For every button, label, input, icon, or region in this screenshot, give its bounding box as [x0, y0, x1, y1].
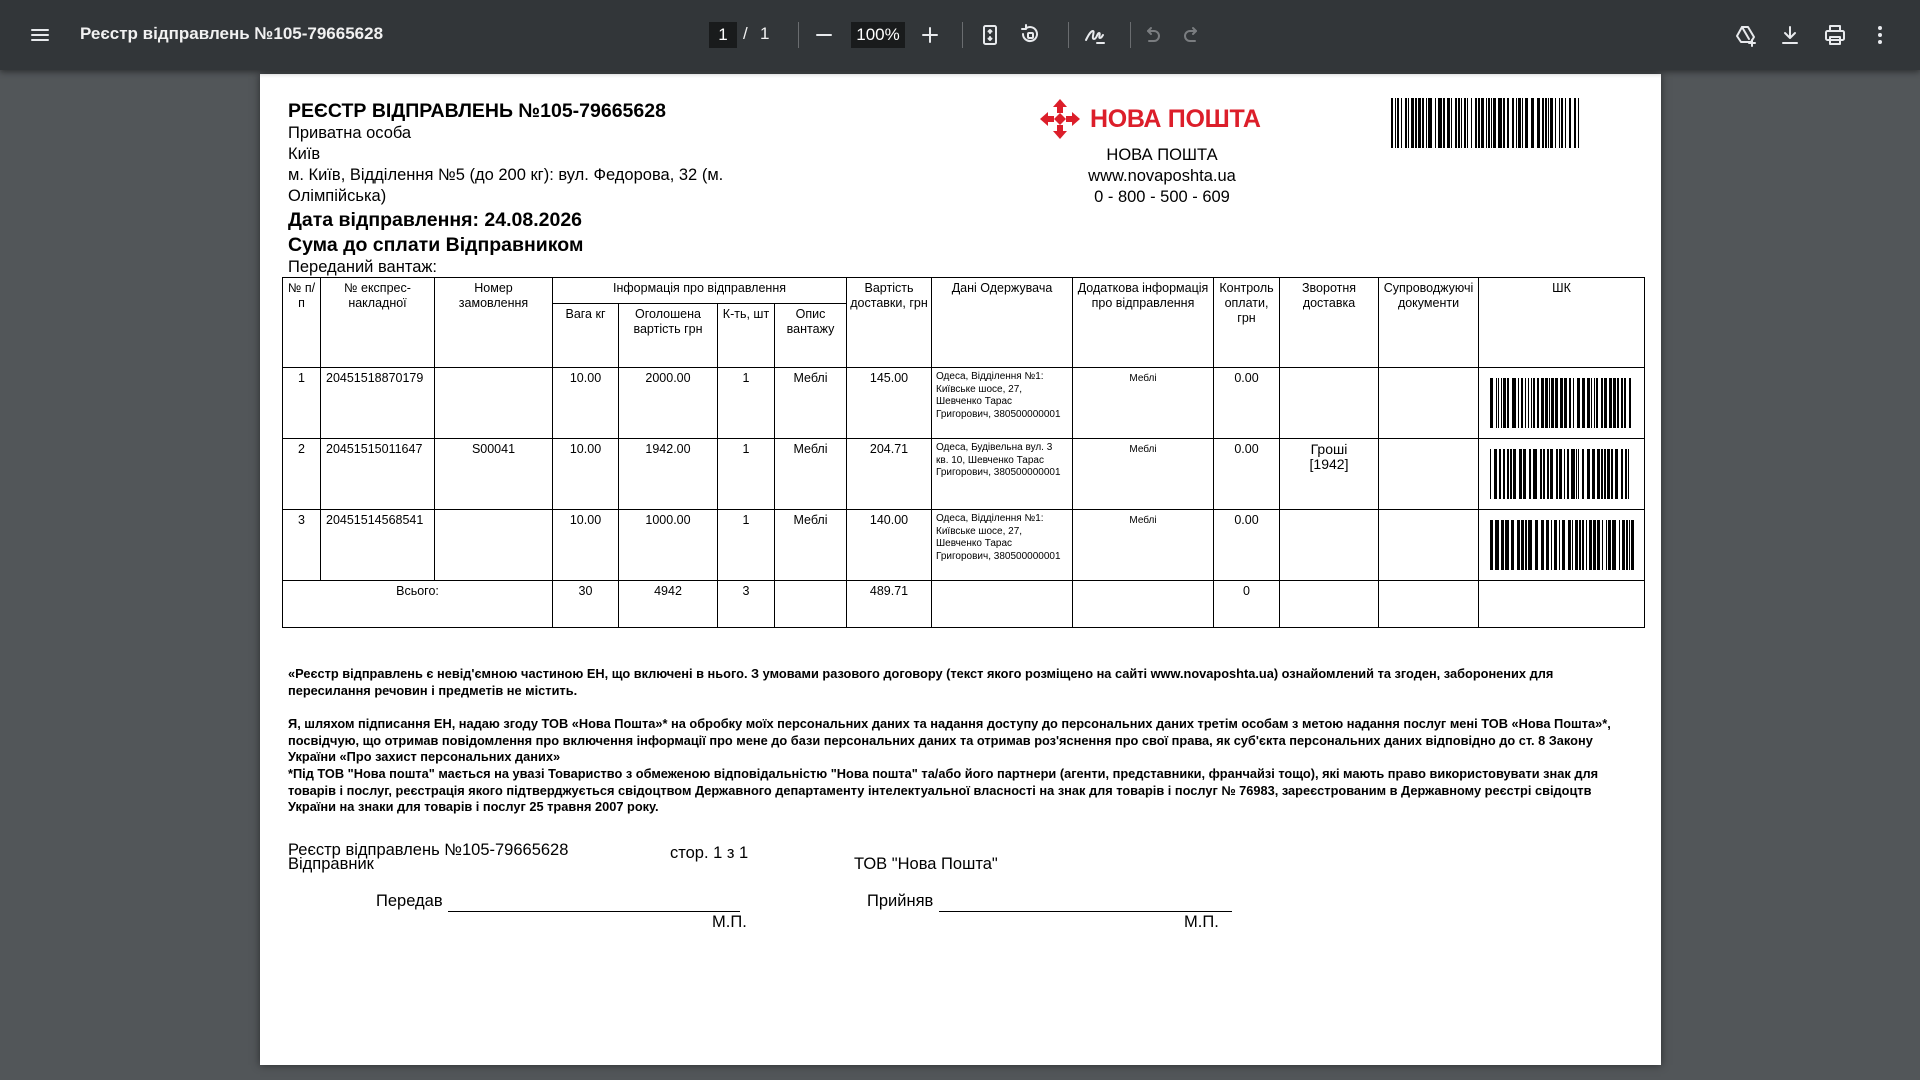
cell-num: 2 — [283, 439, 321, 510]
footer-register: Реєстр відправлень №105-79665628 — [288, 841, 569, 859]
nova-poshta-logo-icon — [1038, 97, 1082, 141]
header-docs: Супроводжуючі документи — [1379, 278, 1479, 368]
brand-site: www.novaposhta.ua — [1088, 167, 1236, 185]
rotate-button[interactable] — [1010, 15, 1050, 55]
redo-icon — [1180, 23, 1204, 47]
print-button[interactable] — [1815, 15, 1855, 55]
cell-recipient — [932, 368, 1073, 439]
cell-order: S00041 — [435, 439, 553, 510]
more-vert-icon — [1868, 23, 1892, 47]
sender-city: Київ — [288, 145, 321, 163]
minus-icon — [812, 23, 836, 47]
cell-control: 0.00 — [1214, 368, 1280, 439]
payer-line: Сума до сплати Відправником — [288, 234, 584, 256]
return-line: [1942] — [1309, 456, 1349, 472]
cell-barcode — [1479, 510, 1645, 581]
cell-ttn: 20451518870179 — [321, 368, 435, 439]
cell-return — [1280, 368, 1379, 439]
total-declared: 4942 — [619, 581, 718, 628]
recipient-line: Григорович, 380500000001 — [936, 550, 1061, 562]
cell-recipient — [932, 439, 1073, 510]
cell-barcode — [1479, 439, 1645, 510]
legal-paragraph-1: «Реєстр відправлень є невід'ємною частиною ЕН, що включені в нього. З умовами разового договору (текст якого розміщено на сайті www.novaposhta.ua) ознайомлений та згоден, заборонених для пересилання речовин і предметів не містить. — [288, 666, 1554, 698]
header-qty: К-ть, шт — [718, 304, 775, 368]
table-row — [283, 510, 1645, 581]
cell-cost: 204.71 — [847, 439, 932, 510]
zoom-out-button[interactable] — [804, 15, 844, 55]
page-number-input[interactable] — [709, 22, 737, 48]
cell-weight: 10.00 — [553, 510, 619, 581]
handed-label: Передав — [376, 892, 443, 910]
zoom-in-button[interactable] — [910, 15, 950, 55]
header-cost: Вартість доставки, грн — [847, 278, 932, 368]
brand-name: НОВА ПОШТА — [1106, 146, 1218, 164]
download-icon — [1778, 23, 1802, 47]
total-weight: 30 — [553, 581, 619, 628]
recipient-line: Шевченко Тарас — [936, 396, 1013, 407]
document-title: Реєстр відправлень №105-79665628 — [80, 24, 384, 43]
header-num: № п/п — [283, 278, 321, 368]
fit-page-button[interactable] — [970, 15, 1010, 55]
cell-qty: 1 — [718, 510, 775, 581]
recipient-line: Київське шосе, 27, — [936, 383, 1023, 395]
recipient-line: Григорович, 380500000001 — [936, 467, 1061, 478]
cell-desc: Меблі — [775, 439, 847, 510]
total-qty: 3 — [718, 581, 775, 628]
handed-signature-line — [448, 911, 740, 912]
draw-button[interactable] — [1075, 15, 1115, 55]
cell-return — [1280, 439, 1379, 510]
toolbar-divider — [798, 22, 799, 48]
shipment-barcode — [1490, 378, 1634, 428]
recipient-line: Григорович, 380500000001 — [936, 408, 1061, 420]
table-row — [283, 368, 1645, 439]
cell-control: 0.00 — [1214, 439, 1280, 510]
shipment-barcode — [1490, 449, 1634, 499]
dispatch-date: Дата відправлення: 24.08.2026 — [288, 209, 583, 231]
cell-desc: Меблі — [775, 510, 847, 581]
header-barcode: ШК — [1479, 278, 1645, 368]
cell-control: 0.00 — [1214, 510, 1280, 581]
header-ttn: № експрес-накладної — [321, 278, 435, 368]
rotate-icon — [1018, 23, 1042, 47]
cell-extra: Меблі — [1073, 510, 1214, 581]
header-extra: Додаткова інформація про відправлення — [1073, 278, 1214, 368]
cell-declared: 1000.00 — [619, 510, 718, 581]
total-recipient — [932, 581, 1073, 628]
plus-icon — [918, 23, 942, 47]
toolbar-divider — [962, 22, 963, 48]
footer-sender: Відправник — [288, 855, 374, 873]
page-separator: / — [743, 24, 748, 43]
recipient-line: Одеса, Відділення №1: — [936, 513, 1044, 524]
header-declared: Оголошена вартість грн — [619, 304, 718, 368]
cell-weight: 10.00 — [553, 439, 619, 510]
fit-page-icon — [978, 23, 1002, 47]
cell-ttn: 20451514568541 — [321, 510, 435, 581]
more-options-button[interactable] — [1860, 15, 1900, 55]
cell-weight: 10.00 — [553, 368, 619, 439]
drive-add-icon — [1734, 23, 1758, 47]
menu-icon[interactable] — [20, 15, 60, 55]
recipient-line: кв. 10, Шевченко Тарас — [936, 454, 1044, 466]
cell-order — [435, 510, 553, 581]
zoom-input[interactable] — [851, 22, 905, 48]
cell-cost: 140.00 — [847, 510, 932, 581]
header-recipient: Дані Одержувача — [932, 278, 1073, 368]
cell-extra: Меблі — [1073, 439, 1214, 510]
draw-icon — [1083, 23, 1107, 47]
legal-paragraph-2: Я, шляхом підписання ЕН, надаю згоду ТОВ «Нова Пошта»* на обробку моїх персональних даних та надання доступу до персональних даних третім особам з метою надання послуг мені ТОВ «Нова Пошта»*, посвідчую, що отримав повідомлення про включення інформації про мене до бази персональних даних та отримав роз'яснення про свої права, як суб'єкта персональних даних відповідно до ст. 8 Закону України «Про захист персональних даних» — [288, 716, 1611, 764]
footer-company: ТОВ "Нова Пошта" — [854, 855, 998, 873]
cell-docs — [1379, 510, 1479, 581]
add-to-drive-button[interactable] — [1726, 15, 1766, 55]
cell-order — [435, 368, 553, 439]
cell-recipient — [932, 510, 1073, 581]
brand-phone: 0 - 800 - 500 - 609 — [1094, 188, 1230, 206]
footer-page: стор. 1 з 1 — [670, 844, 749, 862]
logo-text: НОВА ПОШТА — [1090, 104, 1261, 133]
cell-barcode — [1479, 368, 1645, 439]
header-info: Інформація про відправлення — [553, 278, 847, 304]
viewer-toolbar — [0, 0, 1920, 70]
recipient-line: Шевченко Тарас — [936, 538, 1013, 549]
stamp-right: М.П. — [1184, 913, 1219, 931]
cell-declared: 1942.00 — [619, 439, 718, 510]
total-row — [283, 581, 1645, 628]
undo-icon — [1140, 23, 1164, 47]
cell-qty: 1 — [718, 439, 775, 510]
header-desc: Опис вантажу — [775, 304, 847, 368]
cell-desc: Меблі — [775, 368, 847, 439]
sender-address-line-2: Олімпійська) — [288, 187, 387, 205]
pdf-page — [260, 74, 1661, 1065]
total-label: Всього: — [283, 581, 553, 628]
total-return — [1280, 581, 1379, 628]
header-control: Контроль оплати, грн — [1214, 278, 1280, 368]
cell-cost: 145.00 — [847, 368, 932, 439]
cell-declared: 2000.00 — [619, 368, 718, 439]
cargo-label: Переданий вантаж: — [288, 258, 437, 276]
header-return: Зворотня доставка — [1280, 278, 1379, 368]
cell-num: 3 — [283, 510, 321, 581]
total-control: 0 — [1214, 581, 1280, 628]
legal-paragraph-3: *Під ТОВ "Нова пошта" мається на увазі Товариство з обмеженою відповідальністю "Нова пошта" та/або його партнери (агенти, представники, франчайзі тощо), які мають право використовувати знак для товарів і послуг, реєстрація якого підтверджується свідоцтвом Державного департаменту інтелектуальної власності на знак для товарів і послуг № 76983, зареєстрованим в Державному реєстрі свідоцтв України на знаки для товарів і послуг 25 травня 2007 року. — [288, 766, 1599, 814]
cell-qty: 1 — [718, 368, 775, 439]
cell-extra: Меблі — [1073, 368, 1214, 439]
cell-docs — [1379, 368, 1479, 439]
undo-button[interactable] — [1132, 15, 1172, 55]
sender-address-line-1: м. Київ, Відділення №5 (до 200 кг): вул. Федорова, 32 (м. — [288, 166, 724, 184]
nova-poshta-logo — [1038, 98, 1261, 140]
register-barcode — [1391, 98, 1583, 148]
header-order: Номер замовлення — [435, 278, 553, 368]
header-weight: Вага кг — [553, 304, 619, 368]
recipient-line: Одеса, Відділення №1: — [936, 371, 1044, 382]
cell-docs — [1379, 439, 1479, 510]
print-icon — [1823, 23, 1847, 47]
received-label: Прийняв — [867, 892, 934, 910]
toolbar-divider — [1130, 22, 1131, 48]
page-total: 1 — [760, 24, 770, 43]
register-table — [282, 277, 1645, 628]
recipient-line: Одеса, Будівельна вул. 3 — [936, 442, 1053, 453]
total-docs — [1379, 581, 1479, 628]
return-line: Гроші — [1310, 441, 1348, 457]
recipient-line: Київське шосе, 27, — [936, 525, 1023, 537]
redo-button[interactable] — [1172, 15, 1212, 55]
stamp-left: М.П. — [712, 913, 747, 931]
register-title: РЕЄСТР ВІДПРАВЛЕНЬ №105-79665628 — [288, 100, 666, 122]
cell-return — [1280, 510, 1379, 581]
download-button[interactable] — [1770, 15, 1810, 55]
cell-num: 1 — [283, 368, 321, 439]
total-cost: 489.71 — [847, 581, 932, 628]
cell-ttn: 20451515011647 — [321, 439, 435, 510]
shipment-barcode — [1490, 520, 1634, 570]
total-barcode — [1479, 581, 1645, 628]
total-extra — [1073, 581, 1214, 628]
received-signature-line — [939, 911, 1232, 912]
toolbar-divider — [1068, 22, 1069, 48]
sender-type: Приватна особа — [288, 124, 412, 142]
total-desc — [775, 581, 847, 628]
table-row — [283, 439, 1645, 510]
